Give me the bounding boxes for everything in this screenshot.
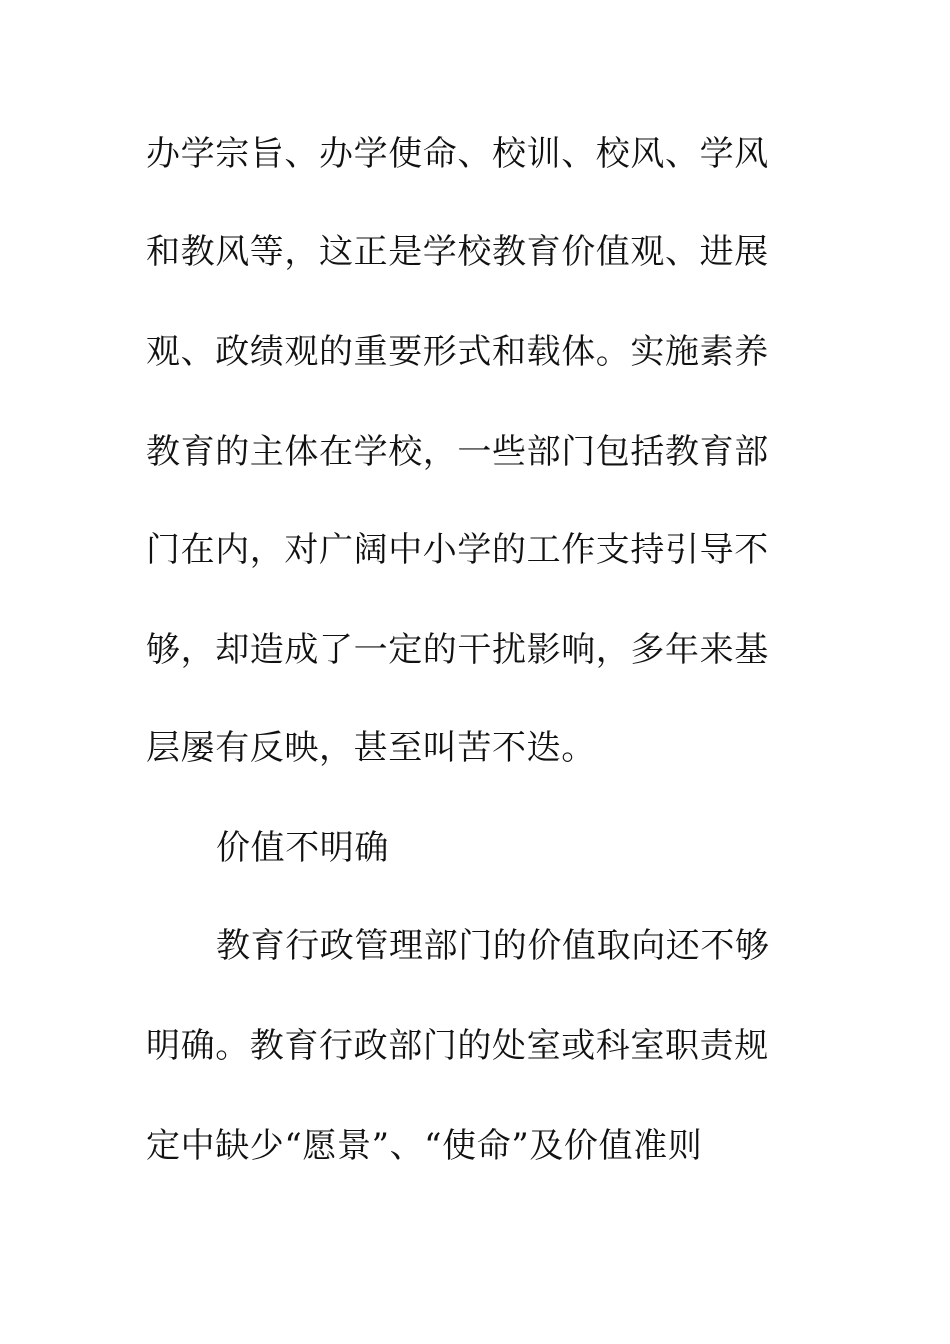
body-line-2: 和教风等，这正是学校教育价值观、进展 <box>146 232 769 272</box>
body-line-4: 教育的主体在学校，一些部门包括教育部 <box>146 432 769 472</box>
section-heading: 价值不明确 <box>216 828 389 868</box>
body-line-9: 教育行政管理部门的价值取向还不够 <box>216 926 770 966</box>
body-line-1: 办学宗旨、办学使命、校训、校风、学风 <box>146 134 769 174</box>
body-line-10: 明确。教育行政部门的处室或科室职责规 <box>146 1026 769 1066</box>
body-line-3: 观、政绩观的重要形式和载体。实施素养 <box>146 332 769 372</box>
body-line-11: 定中缺少“愿景”、“使命”及价值准则 <box>146 1126 703 1166</box>
body-line-5: 门在内，对广阔中小学的工作支持引导不 <box>146 530 769 570</box>
body-line-6: 够，却造成了一定的干扰影响，多年来基 <box>146 630 769 670</box>
body-line-7: 层屡有反映，甚至叫苦不迭。 <box>146 728 596 768</box>
